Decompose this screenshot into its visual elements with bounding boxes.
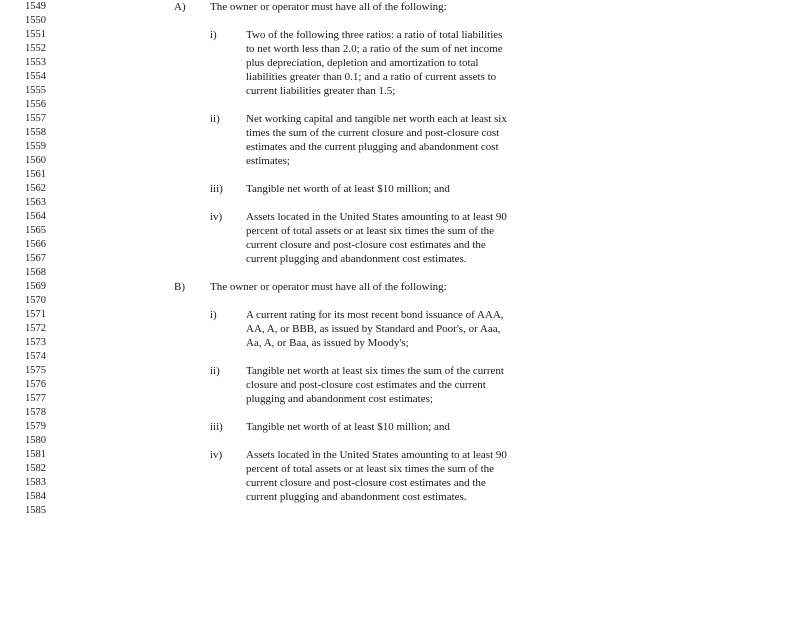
line-number: 1567: [25, 253, 46, 264]
section-b-item-iv-label: iv): [210, 449, 223, 461]
text-line: current closure and post-closure cost estimates and the: [246, 477, 486, 489]
text-line: liabilities greater than 0.1; and a ratio of current assets to: [246, 71, 497, 83]
text-line: plugging and abandonment cost estimates;: [246, 393, 433, 405]
section-a-item-iv-text: [246, 210, 546, 266]
line-number: 1563: [25, 197, 46, 208]
text-line: current plugging and abandonment cost estimates.: [246, 491, 467, 503]
text-line: Aa, A, or Baa, as issued by Moody's;: [246, 337, 409, 349]
text-line: current plugging and abandonment cost estimates.: [246, 253, 467, 265]
section-a-item-iii-label: iii): [210, 183, 223, 195]
line-number: 1566: [25, 239, 46, 250]
line-number: 1555: [25, 85, 46, 96]
line-number: 1578: [25, 407, 46, 418]
text-line: current liabilities greater than 1.5;: [246, 85, 396, 97]
text-line: Tangible net worth at least six times the sum of the current: [246, 365, 504, 377]
text-line: AA, A, or BBB, as issued by Standard and Poor's, or Aaa,: [246, 323, 501, 335]
section-b-item-i-text: [246, 308, 546, 350]
line-number: 1560: [25, 155, 46, 166]
line-number: 1571: [25, 309, 46, 320]
text-line: percent of total assets or at least six times the sum of the: [246, 225, 495, 237]
line-number: 1569: [25, 281, 46, 292]
section-b-item-iii-label: iii): [210, 421, 223, 433]
line-number: 1564: [25, 211, 46, 222]
section-a-item-ii-label: ii): [210, 113, 220, 125]
line-number: 1552: [25, 43, 46, 54]
line-number: 1584: [25, 491, 46, 502]
section-b-label: B): [174, 281, 185, 293]
line-number: 1553: [25, 57, 46, 68]
section-a-item-iii-text: [246, 182, 546, 196]
line-number: 1557: [25, 113, 46, 124]
section-b-item-iii-text: [246, 420, 546, 434]
line-number: 1561: [25, 169, 46, 180]
section-a-label: A): [174, 1, 186, 13]
section-b-item-iv-text: [246, 448, 546, 504]
line-number: 1585: [25, 505, 46, 516]
line-number: 1575: [25, 365, 46, 376]
text-line: Two of the following three ratios: a ratio of total liabilities: [246, 29, 503, 41]
line-number: 1572: [25, 323, 46, 334]
line-number: 1570: [25, 295, 46, 306]
line-number: 1562: [25, 183, 46, 194]
line-number: 1582: [25, 463, 46, 474]
line-number: 1573: [25, 337, 46, 348]
text-line: times the sum of the current closure and post-closure cost: [246, 127, 500, 139]
line-number: 1559: [25, 141, 46, 152]
line-number: 1577: [25, 393, 46, 404]
line-number: 1576: [25, 379, 46, 390]
section-b-item-ii-text: [246, 364, 546, 406]
section-a-item-i-label: i): [210, 29, 217, 41]
text-line: Tangible net worth of at least $10 million; and: [246, 421, 450, 433]
line-number: 1554: [25, 71, 46, 82]
line-number: 1558: [25, 127, 46, 138]
line-number: 1565: [25, 225, 46, 236]
line-number: 1551: [25, 29, 46, 40]
text-line: Assets located in the United States amounting to at least 90: [246, 211, 507, 223]
text-line: estimates;: [246, 155, 290, 167]
text-line: plus depreciation, depletion and amortization to total: [246, 57, 479, 69]
line-number: 1568: [25, 267, 46, 278]
section-b-text: The owner or operator must have all of the following:: [210, 281, 447, 293]
section-b-item-ii-label: ii): [210, 365, 220, 377]
section-b-item-i-label: i): [210, 309, 217, 321]
line-number: 1583: [25, 477, 46, 488]
line-number: 1549: [25, 1, 46, 12]
text-line: estimates and the current plugging and abandonment cost: [246, 141, 499, 153]
text-line: closure and post-closure cost estimates and the current: [246, 379, 486, 391]
line-number: 1556: [25, 99, 46, 110]
text-line: to net worth less than 2.0; a ratio of the sum of net income: [246, 43, 503, 55]
text-line: Tangible net worth of at least $10 million; and: [246, 183, 450, 195]
text-line: Assets located in the United States amounting to at least 90: [246, 449, 507, 461]
line-number: 1579: [25, 421, 46, 432]
section-a-item-ii-text: [246, 112, 546, 168]
section-a-item-iv-label: iv): [210, 211, 223, 223]
text-line: percent of total assets or at least six times the sum of the: [246, 463, 495, 475]
line-number: 1574: [25, 351, 46, 362]
line-number: 1580: [25, 435, 46, 446]
text-line: A current rating for its most recent bond issuance of AAA,: [246, 309, 504, 321]
line-number: 1550: [25, 15, 46, 26]
section-a-text: The owner or operator must have all of the following:: [210, 1, 447, 13]
text-line: Net working capital and tangible net worth each at least six: [246, 113, 507, 125]
text-line: current closure and post-closure cost estimates and the: [246, 239, 486, 251]
line-number: 1581: [25, 449, 46, 460]
section-a-item-i-text: [246, 28, 546, 98]
